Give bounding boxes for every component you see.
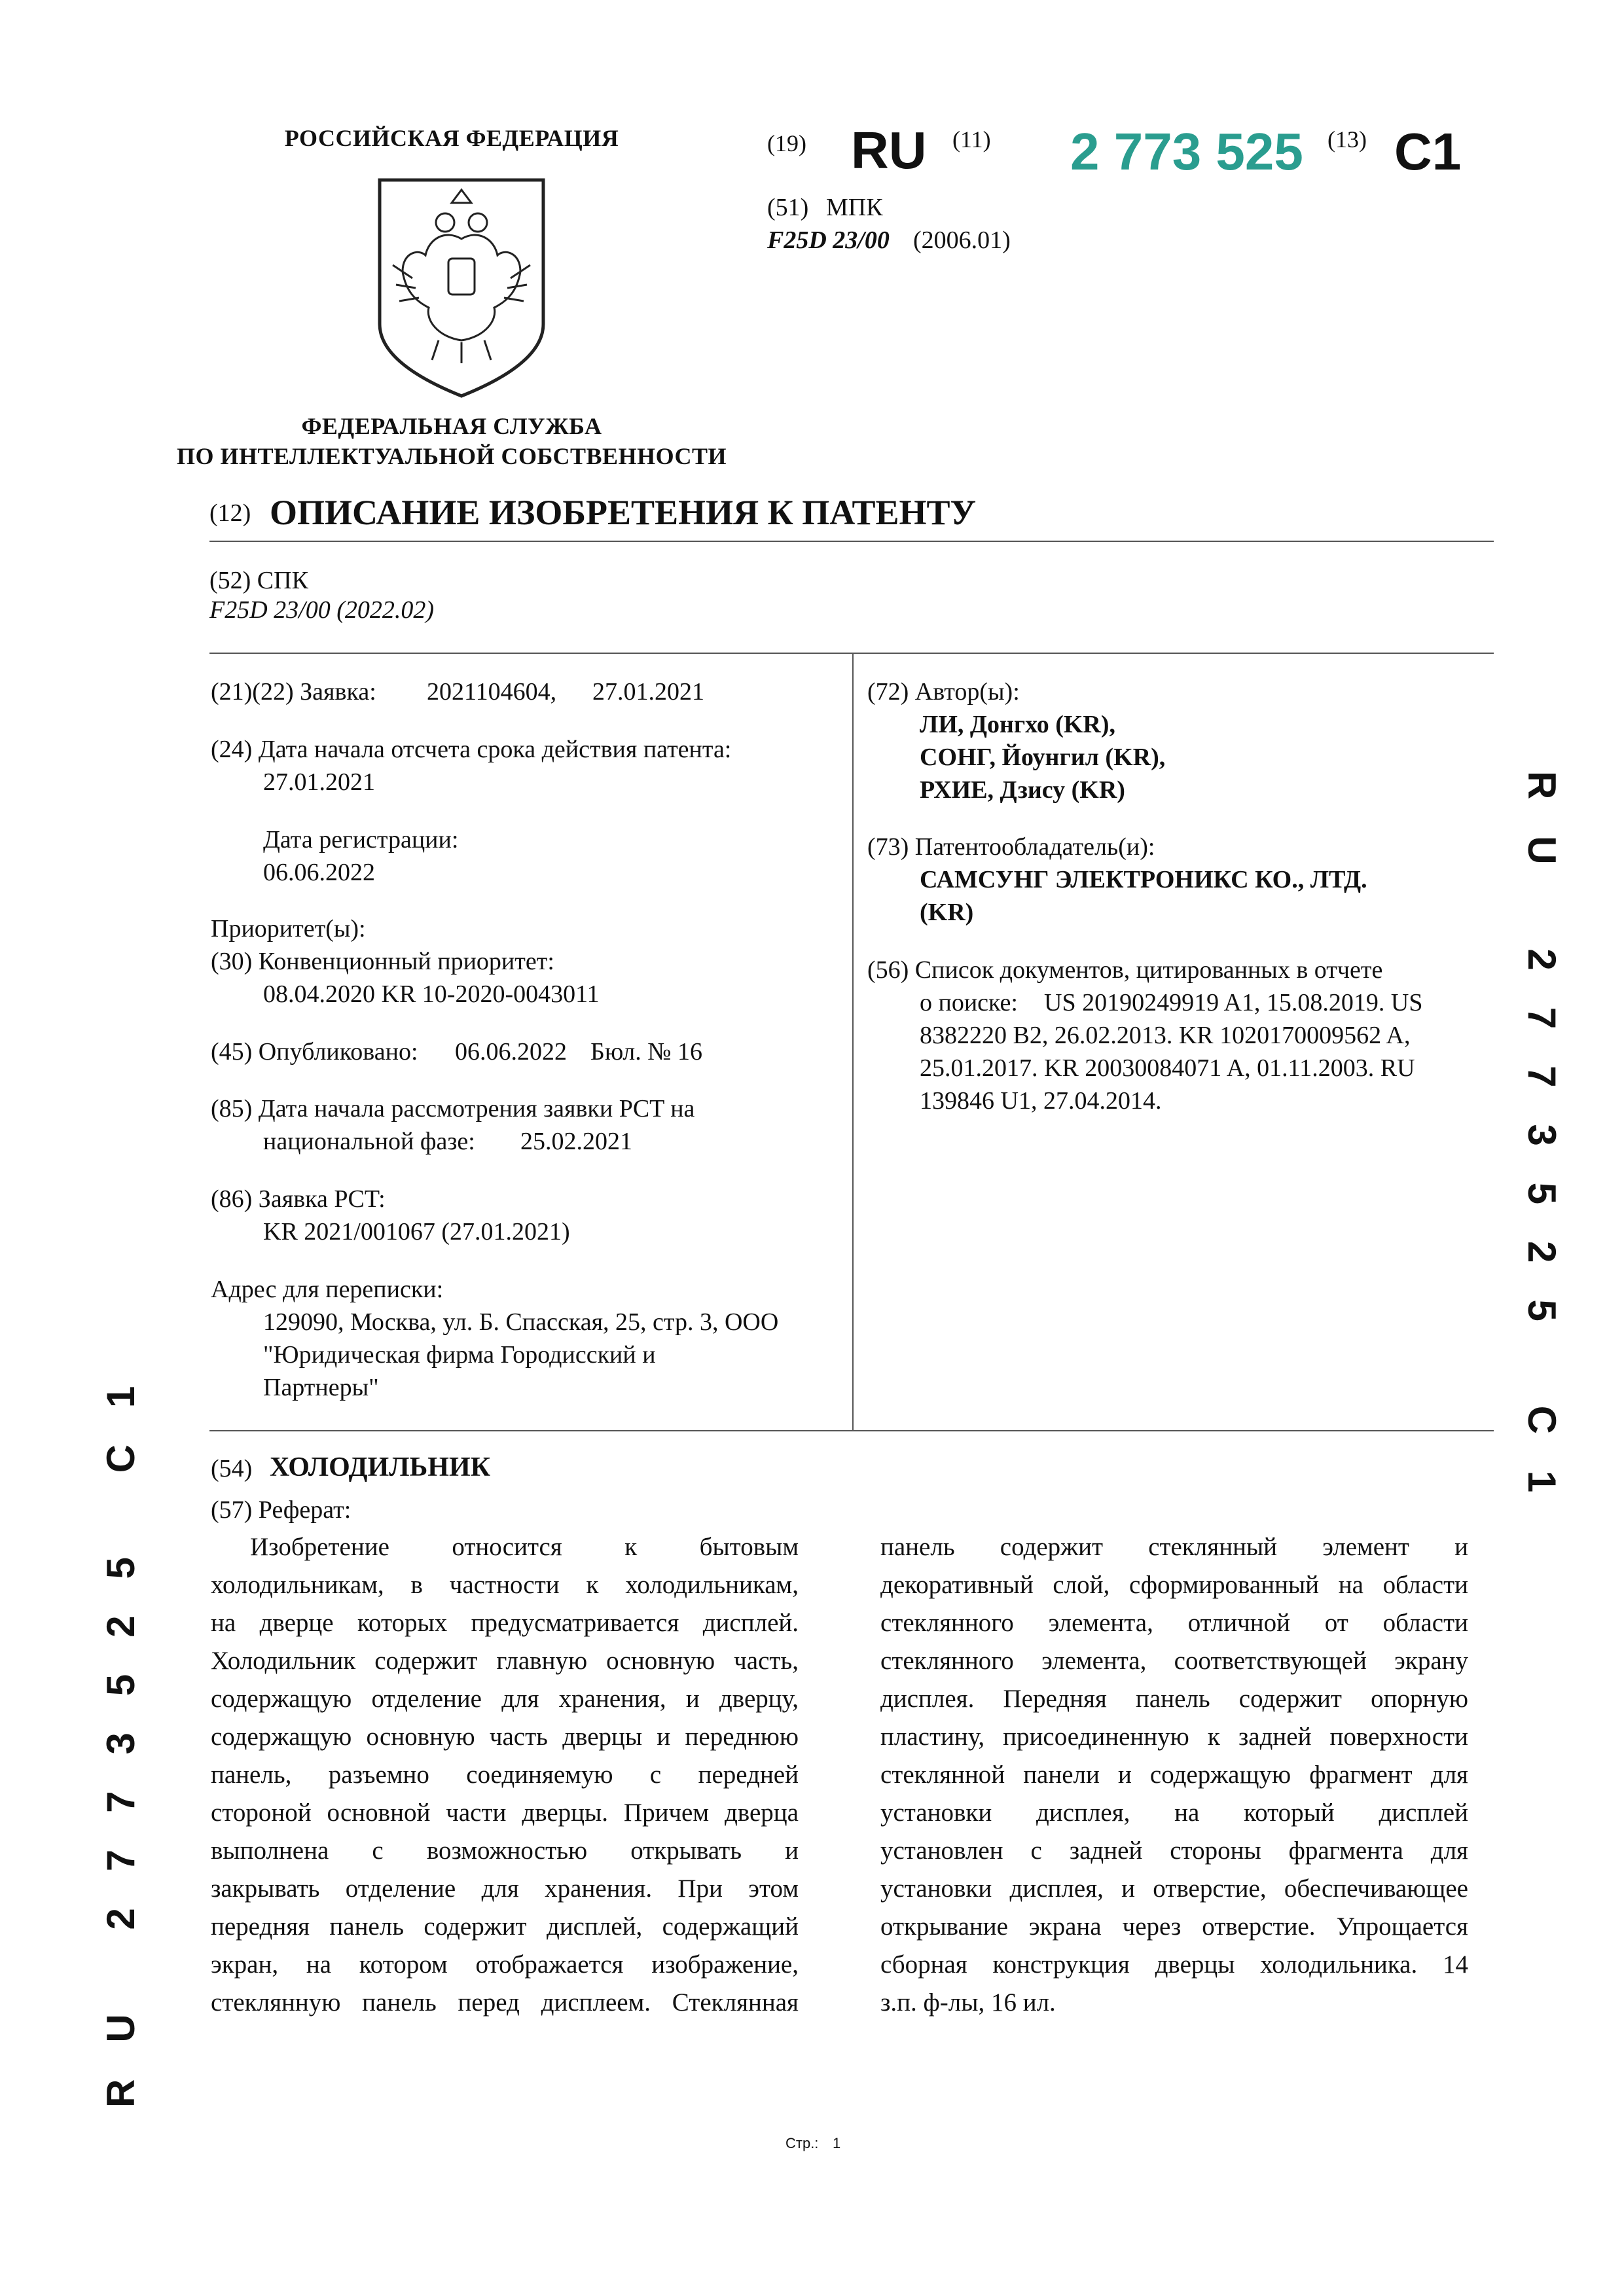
abstract-right-line-1: панель содержит стеклянный элемент и bbox=[880, 1533, 1468, 1561]
abstract-left-line-10: закрывать отделение для хранения. При этом bbox=[211, 1874, 799, 1903]
page-label: Стр.: bbox=[785, 2135, 819, 2151]
code-12: (12) bbox=[209, 499, 251, 527]
application-label: (21)(22) Заявка: bbox=[211, 678, 376, 706]
abstract-right-line-8: установки дисплея, на который дисплей bbox=[880, 1799, 1468, 1827]
pct-national-phase-label-2: национальной фазе: bbox=[263, 1128, 475, 1155]
page-number: 1 bbox=[833, 2135, 841, 2151]
pct-application-value: KR 2021/001067 (27.01.2021) bbox=[263, 1218, 570, 1246]
conventional-priority-value: 08.04.2020 KR 10-2020-0043011 bbox=[263, 980, 600, 1008]
document-title: ОПИСАНИЕ ИЗОБРЕТЕНИЯ К ПАТЕНТУ bbox=[270, 493, 977, 532]
abstract-left-line-5: содержащую отделение для хранения, и дверцу, bbox=[211, 1685, 799, 1713]
patent-holder-label: (73) Патентообладатель(и): bbox=[867, 833, 1155, 861]
abstract-right-line-6: пластину, присоединенную к задней поверхности bbox=[880, 1723, 1468, 1751]
pct-application-label: (86) Заявка PCT: bbox=[211, 1185, 386, 1213]
abstract-left-line-12: экран, на котором отображается изображение, bbox=[211, 1950, 799, 1979]
side-code-right: RU 2773525 C1 bbox=[1520, 771, 1564, 1530]
abstract-right-column bbox=[880, 1528, 1468, 2022]
bulletin-number: Бюл. № 16 bbox=[590, 1038, 702, 1066]
code-51: (51) bbox=[767, 194, 809, 221]
author-2: СОНГ, Йоунгил (KR), bbox=[920, 744, 1166, 771]
patent-holder-line-2: (KR) bbox=[920, 899, 974, 926]
abstract-right-line-7: стеклянной панели и содержащую фрагмент для bbox=[880, 1761, 1468, 1789]
cpc-divider bbox=[209, 653, 1494, 654]
ipc-label: МПК bbox=[826, 194, 883, 221]
abstract-right-line-2: декоративный слой, сформированный на области bbox=[880, 1571, 1468, 1599]
cited-docs-line-4: 139846 U1, 27.04.2014. bbox=[920, 1087, 1162, 1115]
cited-docs-label-1: (56) Список документов, цитированных в отчете bbox=[867, 956, 1383, 984]
abstract-left-line-13: стеклянную панель перед дисплеем. Стеклянная bbox=[211, 1988, 799, 2017]
pct-national-phase-date: 25.02.2021 bbox=[520, 1128, 632, 1155]
abstract-left-line-8: стороной основной части дверцы. Причем дверца bbox=[211, 1799, 799, 1827]
abstract-label: (57) Реферат: bbox=[211, 1496, 352, 1524]
correspondence-address-line-3: Партнеры" bbox=[263, 1374, 379, 1401]
abstract-right-line-5: дисплея. Передняя панель содержит опорную bbox=[880, 1685, 1468, 1713]
code-13: (13) bbox=[1327, 126, 1367, 152]
author-1: ЛИ, Донгхо (KR), bbox=[920, 711, 1116, 738]
abstract-right-line-10: установки дисплея, и отверстие, обеспечивающее bbox=[880, 1874, 1468, 1903]
abstract-left-line-9: выполнена с возможностью открывать и bbox=[211, 1837, 799, 1865]
abstract-left-column bbox=[211, 1528, 799, 2022]
code-54: (54) bbox=[211, 1455, 253, 1482]
correspondence-address-line-1: 129090, Москва, ул. Б. Спасская, 25, стр. 3, ООО bbox=[263, 1308, 779, 1336]
conventional-priority-label: (30) Конвенционный приоритет: bbox=[211, 948, 554, 975]
author-3: РХИЕ, Дзису (KR) bbox=[920, 776, 1125, 804]
ipc-version: (2006.01) bbox=[913, 226, 1011, 254]
agency-line-2: ПО ИНТЕЛЛЕКТУАЛЬНОЙ СОБСТВЕННОСТИ bbox=[176, 443, 727, 469]
abstract-left-line-3: на дверце которых предусматривается дисплей. bbox=[211, 1609, 799, 1637]
abstract-left-line-11: передняя панель содержит дисплей, содержащий bbox=[211, 1912, 799, 1941]
abstract-right-line-4: стеклянного элемента, соответствующей экрану bbox=[880, 1647, 1468, 1675]
title-divider bbox=[209, 541, 1494, 542]
column-divider bbox=[852, 653, 854, 1430]
term-start-label: (24) Дата начала отсчета срока действия патента: bbox=[211, 736, 732, 763]
abstract-left-line-1: Изобретение относится к бытовым bbox=[250, 1533, 799, 1561]
abstract-left-line-4: Холодильник содержит главную основную часть, bbox=[211, 1647, 799, 1675]
country-code: RU bbox=[851, 121, 927, 179]
biblio-divider bbox=[209, 1430, 1494, 1431]
cited-docs-line-2: 8382220 B2, 26.02.2013. KR 1020170009562 A, bbox=[920, 1022, 1411, 1049]
registration-label: Дата регистрации: bbox=[263, 826, 459, 853]
code-11: (11) bbox=[952, 126, 991, 152]
application-date: 27.01.2021 bbox=[592, 678, 704, 706]
abstract-left-line-2: холодильникам, в частности к холодильникам, bbox=[211, 1571, 799, 1599]
abstract-right-line-13: з.п. ф-лы, 16 ил. bbox=[880, 1988, 1056, 2017]
country-name: РОССИЙСКАЯ ФЕДЕРАЦИЯ bbox=[284, 125, 619, 151]
cited-docs-line-1: US 20190249919 A1, 15.08.2019. US bbox=[1044, 989, 1423, 1016]
code-19: (19) bbox=[767, 130, 806, 156]
cpc-value: F25D 23/00 (2022.02) bbox=[209, 596, 435, 624]
abstract-right-line-12: сборная конструкция дверцы холодильника. 14 bbox=[880, 1950, 1468, 1979]
term-start-date: 27.01.2021 bbox=[263, 768, 375, 796]
priority-label: Приоритет(ы): bbox=[211, 915, 366, 942]
abstract-right-line-11: открывание экрана через отверстие. Упрощается bbox=[880, 1912, 1468, 1941]
authors-label: (72) Автор(ы): bbox=[867, 678, 1020, 706]
patent-holder-line-1: САМСУНГ ЭЛЕКТРОНИКС КО., ЛТД. bbox=[920, 866, 1367, 893]
agency-line-1: ФЕДЕРАЛЬНАЯ СЛУЖБА bbox=[301, 413, 602, 439]
coat-of-arms-emblem bbox=[367, 167, 556, 403]
abstract-right-line-3: стеклянного элемента, отличной от области bbox=[880, 1609, 1468, 1637]
side-code-left: RU 2773525 C1 bbox=[99, 1349, 143, 2108]
abstract-left-line-6: содержащую основную часть дверцы и переднюю bbox=[211, 1723, 799, 1751]
application-number: 2021104604, bbox=[427, 678, 557, 706]
cpc-label: (52) СПК bbox=[209, 567, 308, 594]
cited-docs-line-3: 25.01.2017. KR 20030084071 A, 01.11.2003. RU bbox=[920, 1054, 1415, 1082]
kind-code: C1 bbox=[1394, 122, 1462, 181]
published-date: 06.06.2022 bbox=[455, 1038, 567, 1066]
registration-date: 06.06.2022 bbox=[263, 859, 375, 886]
pct-national-phase-label-1: (85) Дата начала рассмотрения заявки PCT на bbox=[211, 1095, 695, 1122]
invention-name: ХОЛОДИЛЬНИК bbox=[270, 1452, 491, 1482]
abstract-right-line-9: установлен с задней стороны фрагмента для bbox=[880, 1837, 1468, 1865]
published-label: (45) Опубликовано: bbox=[211, 1038, 418, 1066]
correspondence-address-line-2: "Юридическая фирма Городисский и bbox=[263, 1341, 656, 1369]
patent-number: 2 773 525 bbox=[1070, 122, 1303, 181]
correspondence-address-label: Адрес для переписки: bbox=[211, 1276, 444, 1303]
abstract-left-line-7: панель, разъемно соединяемую с передней bbox=[211, 1761, 799, 1789]
cited-docs-label-2: о поиске: bbox=[920, 989, 1018, 1016]
ipc-class: F25D 23/00 bbox=[767, 226, 890, 254]
